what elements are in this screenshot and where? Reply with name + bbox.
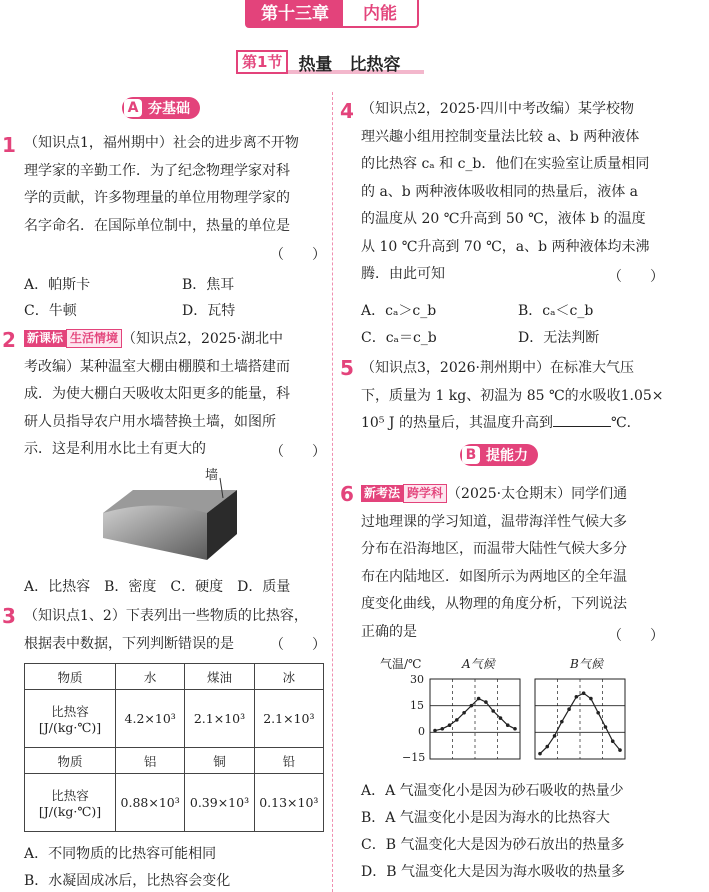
q5-line-last	[361, 410, 701, 438]
q6-option-a: A．A 气温变化小是因为砂石吸收的热量少	[361, 783, 624, 799]
data-point	[440, 727, 444, 731]
section-b-badge	[460, 444, 538, 466]
q1-line: （知识点1，福州期中）社会的进步离不开物	[24, 135, 299, 151]
q4-option-d: D．无法判断	[518, 330, 600, 346]
question-number-6: 6	[340, 482, 354, 506]
data-point	[567, 707, 571, 711]
table-header-cell: 水	[116, 664, 185, 690]
q2-first-line	[24, 326, 332, 354]
q2-line: 成．为使大棚白天吸收太阳更多的能量，科	[24, 386, 290, 402]
q4-option-c: C．cₐ＝c_b	[361, 330, 437, 346]
answer-paren-6: （ ）	[608, 628, 664, 644]
section-title: 热量 比热容	[298, 54, 401, 75]
q4-option-b: B．cₐ＜c_b	[518, 303, 594, 319]
q5-line: 10⁵ J 的热量后，其温度升高到	[361, 415, 553, 431]
q1-line: 理学家的辛勤工作．为了纪念物理学家对科	[24, 162, 290, 179]
chapter-banner	[245, 0, 419, 28]
table-row-label	[25, 774, 116, 832]
y-tick-label: 0	[418, 725, 425, 738]
data-point	[470, 704, 474, 708]
question-6-stem	[361, 481, 706, 646]
q1-line: 名字命名．在国际单位制中，热量的单位是	[24, 217, 290, 234]
q4-line: 理兴趣小组用控制变量法比较 a、b 两种液体	[361, 128, 640, 145]
column-divider	[332, 92, 333, 892]
answer-paren-2: （ ）	[270, 444, 326, 460]
q6-line: 过地理课的学习知道，温带海洋性气候大多	[361, 513, 627, 530]
data-point	[560, 720, 564, 724]
q1-option-c: C．牛顿	[24, 303, 77, 319]
table-cell: 0.39×10³	[185, 774, 254, 832]
q4-line: 的比热容 cₐ 和 c_b．他们在实验室让质量相同	[361, 156, 650, 172]
data-point	[506, 723, 510, 727]
data-point	[513, 727, 517, 731]
data-point	[477, 697, 481, 701]
q6-line: （2025·太仓期末）同学们通	[447, 486, 628, 502]
answer-paren-1: （ ）	[270, 247, 326, 263]
data-point	[545, 745, 549, 749]
tag-new-curriculum: 新课标	[24, 330, 66, 347]
y-tick-label: 15	[410, 699, 424, 712]
section-a-badge	[122, 97, 200, 119]
question-number-5: 5	[340, 356, 354, 380]
table-cell: 2.1×10³	[185, 690, 254, 748]
table-header-cell: 铜	[185, 748, 254, 774]
table-header-cell: 铝	[116, 748, 185, 774]
row-label-line: 比热容	[51, 704, 89, 719]
q2-options: A．比热容 B．密度 C．硬度 D．质量	[24, 579, 291, 595]
table-row-label	[25, 690, 116, 748]
q2-line: 考改编）某种温室大棚由棚膜和土墙搭建而	[24, 358, 290, 375]
question-4-stem	[361, 96, 701, 289]
data-point	[553, 734, 557, 738]
section-number: 第1节	[236, 50, 288, 74]
chart-title-b: B气候	[570, 657, 603, 671]
q2-line: 研人员指导农户用水墙替换土墙，如图所	[24, 413, 276, 430]
chart-title-a: A气候	[462, 657, 495, 671]
data-point	[462, 711, 466, 715]
data-point	[448, 723, 452, 727]
table-header-cell: 煤油	[185, 664, 254, 690]
specific-heat-table	[24, 663, 324, 832]
q5-line: （知识点3，2026·荆州期中）在标准大气压	[361, 360, 634, 376]
question-number-4: 4	[340, 99, 354, 123]
y-tick-label: −15	[402, 751, 426, 764]
chart-ylabel: 气温/℃	[380, 657, 422, 671]
row-label-line: 比热容	[51, 788, 89, 803]
data-point	[538, 752, 542, 756]
climate-chart	[380, 655, 640, 773]
q6-option-b: B．A 气温变化小是因为海水的比热容大	[361, 810, 610, 826]
y-tick-label: 30	[410, 673, 424, 686]
tag-life-scenario: 生活情境	[66, 329, 122, 348]
greenhouse-figure	[95, 468, 255, 568]
q5-unit: ℃．	[610, 415, 641, 431]
q4-line: （知识点2，2025·四川中考改编）某学校物	[361, 101, 634, 117]
q1-option-a: A．帕斯卡	[24, 277, 91, 293]
question-number-3: 3	[2, 604, 16, 628]
q4-line: 的 a、b 两种液体吸收相同的热量后，液体 a	[361, 183, 639, 200]
q5-line: 下，质量为 1 kg、初温为 85 ℃的水吸收1.05×	[361, 387, 664, 404]
table-header-cell: 物质	[25, 748, 116, 774]
q6-line: 分布在沿海地区，而温带大陆性气候大多分	[361, 541, 627, 557]
q1-line: 学的贡献，许多物理量的单位用物理学家的	[24, 190, 290, 206]
section-heading	[236, 50, 400, 74]
data-point	[582, 691, 586, 695]
row-label-line: [J/(kg·℃)]	[38, 804, 102, 819]
question-1-stem	[24, 130, 329, 240]
q6-line: 正确的是	[361, 623, 417, 640]
data-point	[433, 729, 437, 733]
table-cell: 0.13×10³	[254, 774, 323, 832]
table-header-cell: 物质	[25, 664, 116, 690]
q3-line: （知识点1、2）下表列出一些物质的比热容，	[24, 608, 308, 624]
q4-line: 从 10 ℃升高到 70 ℃，a、b 两种液体均未沸	[361, 238, 650, 255]
q6-option-d: D．B 气温变化大是因为海水吸收的热量多	[361, 864, 625, 880]
q3-option-a: A．不同物质的比热容可能相同	[24, 846, 217, 862]
table-cell: 0.88×10³	[116, 774, 185, 832]
wall-label: 墙	[205, 468, 219, 483]
q4-line: 的温度从 20 ℃升高到 50 ℃，液体 b 的温度	[361, 211, 646, 227]
q6-first-line	[361, 481, 706, 509]
q6-line: 度变化曲线，从物理的角度分析，下列说法	[361, 596, 627, 612]
badge-label-a: 夯基础	[148, 101, 190, 117]
q3-option-b: B．水凝固成冰后，比热容会变化	[24, 873, 231, 889]
greenhouse-illustration	[95, 468, 255, 568]
answer-paren-3: （ ）	[270, 637, 326, 653]
table-cell: 4.2×10³	[116, 690, 185, 748]
data-point	[484, 700, 488, 704]
table-header-cell: 铅	[254, 748, 323, 774]
table-header-cell: 冰	[254, 664, 323, 690]
data-point	[596, 711, 600, 715]
q1-option-b: B．焦耳	[182, 277, 235, 293]
chapter-title: 内能	[363, 3, 397, 24]
q2-line: 示．这是利用水比土有更大的	[24, 441, 206, 457]
answer-paren-4: （ ）	[608, 269, 664, 285]
data-point	[575, 695, 579, 699]
q4-line: 腾．由此可知	[361, 266, 445, 282]
chapter-number: 第十三章	[247, 0, 343, 26]
question-number-2: 2	[2, 328, 16, 352]
badge-letter-a: A	[124, 99, 142, 117]
tag-cross-subject: 跨学科	[403, 484, 447, 503]
data-point	[604, 725, 608, 729]
tag-new-method: 新考法	[361, 485, 403, 502]
data-point	[499, 716, 503, 720]
data-point	[618, 748, 622, 752]
table-cell: 2.1×10³	[254, 690, 323, 748]
data-point	[611, 739, 615, 743]
data-point	[455, 718, 459, 722]
q4-option-a: A．cₐ＞c_b	[361, 303, 437, 319]
q6-option-c: C．B 气温变化大是因为砂石放出的热量多	[361, 837, 625, 853]
q1-option-d: D．瓦特	[182, 303, 236, 319]
row-label-line: [J/(kg·℃)]	[38, 720, 102, 735]
badge-letter-b: B	[462, 446, 480, 464]
q2-line: （知识点2，2025·湖北中	[122, 331, 284, 347]
question-5-stem	[361, 355, 701, 438]
data-point	[589, 697, 593, 701]
question-number-1: 1	[2, 133, 16, 157]
q3-line: 根据表中数据，下列判断错误的是	[24, 635, 234, 652]
data-point	[491, 709, 495, 713]
badge-label-b: 提能力	[486, 448, 528, 464]
q6-line: 布在内陆地区．如图所示为两地区的全年温	[361, 568, 627, 585]
answer-blank-5[interactable]	[553, 426, 611, 427]
